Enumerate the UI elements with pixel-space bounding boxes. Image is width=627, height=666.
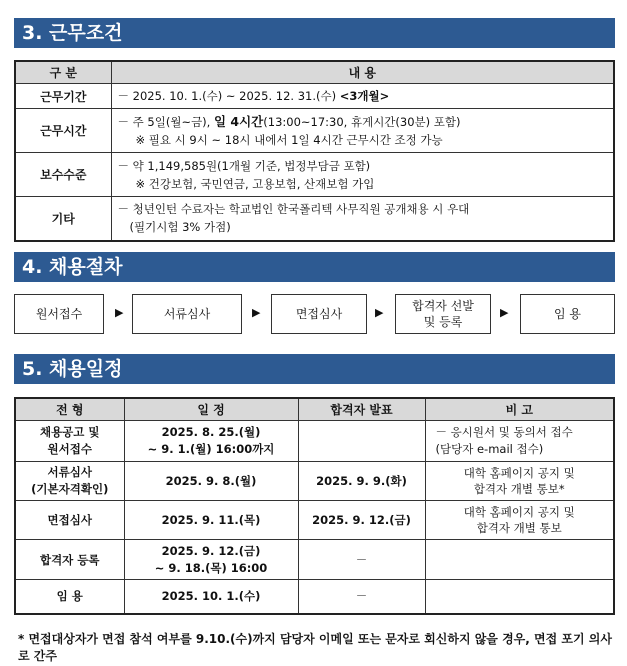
note-cell: 대학 홈페이지 공지 및 합격자 개별 통보* (425, 462, 614, 501)
note-cell (425, 540, 614, 580)
step-appointment: 임 용 (520, 294, 615, 334)
arrow-icon: ▶ (115, 306, 124, 319)
table-row (15, 84, 614, 109)
schedule-cell: 2025. 9. 8.(월) (124, 462, 298, 501)
stage-cell: 합격자 등록 (15, 540, 124, 580)
arrow-icon: ▶ (500, 306, 509, 319)
table-row (15, 501, 614, 540)
col-header-stage: 전 형 (15, 398, 124, 421)
step-document-review: 서류심사 (132, 294, 242, 334)
table-row (15, 462, 614, 501)
announce-cell (298, 421, 425, 462)
schedule-cell: 2025. 9. 12.(금) ~ 9. 18.(목) 16:00 (124, 540, 298, 580)
stage-cell: 채용공고 및 원서접수 (15, 421, 124, 462)
note-cell: － 응시원서 및 동의서 접수 (담당자 e-mail 접수) (425, 421, 614, 462)
announce-cell: 2025. 9. 9.(화) (298, 462, 425, 501)
step-application: 원서접수 (14, 294, 104, 334)
announce-cell: － (298, 580, 425, 614)
work-hours-note: ※ 필요 시 9시 ~ 18시 내에서 1일 4시간 근무시간 조정 가능 (135, 132, 443, 147)
schedule-cell: 2025. 10. 1.(수) (124, 580, 298, 614)
other-benefit: － 청년인턴 수료자는 학교법인 한국폴리텍 사무직원 공개채용 시 우대 (117, 202, 470, 217)
row-label: 근무시간 (15, 109, 111, 153)
row-label: 기타 (15, 197, 111, 241)
announce-cell: － (298, 540, 425, 580)
section-5-title: 5. 채용일정 (14, 354, 615, 384)
arrow-icon: ▶ (375, 306, 384, 319)
table-row (15, 153, 614, 197)
stage-cell: 서류심사 (기본자격확인) (15, 462, 124, 501)
section-4-title: 4. 채용절차 (14, 252, 615, 282)
col-header-content: 내 용 (111, 61, 614, 84)
col-header-schedule: 일 정 (124, 398, 298, 421)
table-row (15, 540, 614, 580)
work-hours-time: (13:00~17:30, 휴게시간(30분) 포함) (263, 114, 461, 129)
stage-cell: 임 용 (15, 580, 124, 614)
work-hours-days: － 주 5일(월~금), (117, 114, 214, 129)
row-label: 근무기간 (15, 84, 111, 109)
col-header-note: 비 고 (425, 398, 614, 421)
arrow-icon: ▶ (252, 306, 261, 319)
work-period-duration: <3개월> (339, 89, 390, 103)
work-hours-daily: 일 4시간 (213, 113, 264, 129)
note-cell (425, 580, 614, 614)
step-selection: 합격자 선발 및 등록 (395, 294, 491, 334)
table-row (15, 197, 614, 241)
work-conditions-table (14, 60, 615, 242)
other-benefit-detail: (필기시험 3% 가점) (129, 220, 231, 235)
schedule-cell: 2025. 8. 25.(월) ~ 9. 1.(월) 16:00까지 (124, 421, 298, 462)
schedule-table (14, 397, 615, 615)
table-row (15, 109, 614, 153)
announce-cell: 2025. 9. 12.(금) (298, 501, 425, 540)
work-period-text: － 2025. 10. 1.(수) ~ 2025. 12. 31.(수) (117, 89, 340, 103)
note-cell: 대학 홈페이지 공지 및 합격자 개별 통보 (425, 501, 614, 540)
table-row (15, 580, 614, 614)
stage-cell: 면접심사 (15, 501, 124, 540)
footnote: * 면접대상자가 면접 참석 여부를 9.10.(수)까지 담당자 이메일 또는 문자로 회신하지 않을 경우, 면접 포기 의사로 간주 (18, 632, 612, 663)
schedule-cell: 2025. 9. 11.(목) (124, 501, 298, 540)
table-row (15, 421, 614, 462)
section-3-title: 3. 근무조건 (14, 18, 615, 48)
row-label: 보수수준 (15, 153, 111, 197)
col-header-category: 구 분 (15, 61, 111, 84)
col-header-announce: 합격자 발표 (298, 398, 425, 421)
insurance-note: ※ 건강보험, 국민연금, 고용보험, 산재보험 가입 (135, 176, 375, 191)
step-interview: 면접심사 (271, 294, 367, 334)
pay-amount: － 약 1,149,585원(1개월 기준, 법정부담금 포함) (117, 158, 371, 173)
